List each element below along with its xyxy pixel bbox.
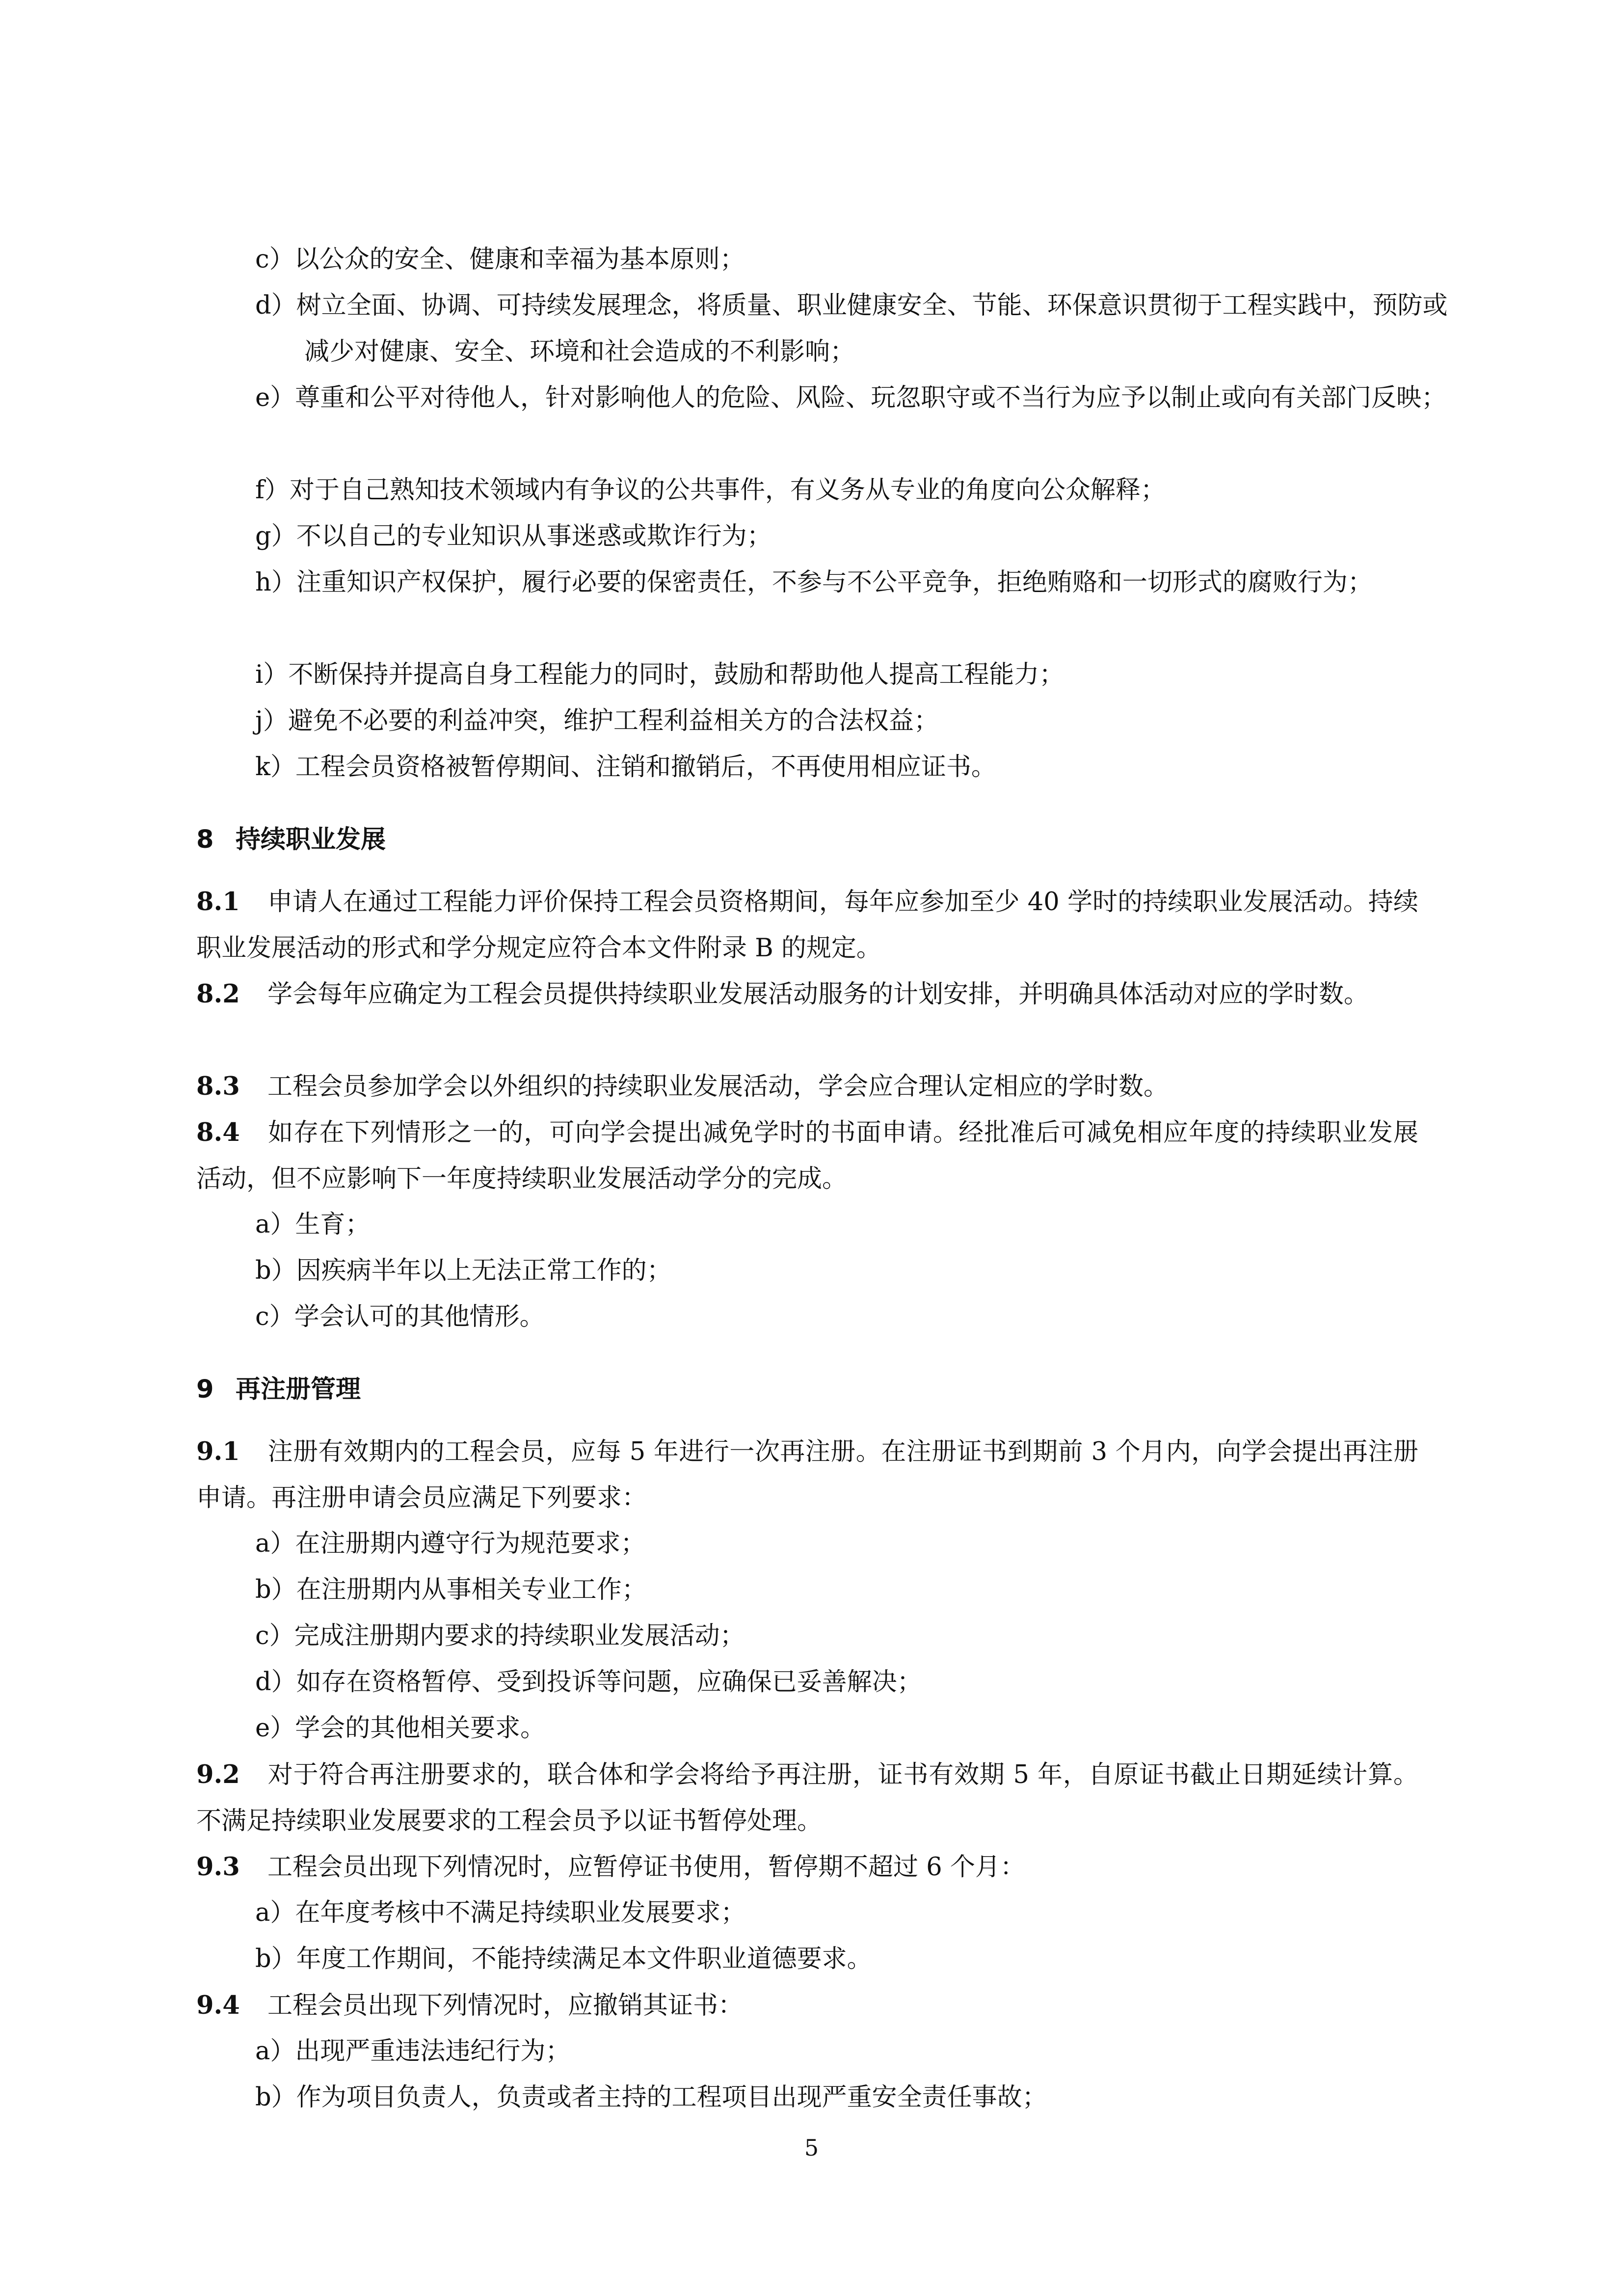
clause-number: 9.4 — [196, 1991, 240, 2020]
section-heading-8 — [196, 817, 386, 863]
list-item: b）年度工作期间，不能持续满足本文件职业道德要求。 — [255, 1945, 872, 1973]
clause-text: 工程会员参加学会以外组织的持续职业发展活动，学会应合理认定相应的学时数。 — [267, 1072, 1169, 1101]
list-item: a）在注册期内遵守行为规范要求； — [255, 1529, 646, 1558]
list-item: a）在年度考核中不满足持续职业发展要求； — [255, 1898, 746, 1927]
clause-number: 8.4 — [196, 1118, 240, 1147]
list-item: g）不以自己的专业知识从事迷惑或欺诈行为； — [255, 522, 772, 551]
clause-text: 如存在下列情形之一的，可向学会提出减免学时的书面申请。经批准后可减免相应年度的持续职业发展活动，但不应影响下一年度持续职业发展活动学分的完成。 — [196, 1118, 1418, 1193]
list-item: c）以公众的安全、健康和幸福为基本原则； — [255, 245, 745, 274]
clause-8-4 — [196, 1109, 1418, 1202]
list-item: b）在注册期内从事相关专业工作； — [255, 1575, 647, 1604]
clause-text: 工程会员出现下列情况时，应暂停证书使用，暂停期不超过 6 个月： — [267, 1853, 1025, 1882]
clause-text: 学会每年应确定为工程会员提供持续职业发展活动服务的计划安排，并明确具体活动对应的学时数。 — [267, 980, 1369, 1009]
clause-8-2 — [196, 971, 1418, 1018]
list-item: a）出现严重违法违纪行为； — [255, 2037, 571, 2066]
clause-number: 9.1 — [196, 1437, 240, 1466]
clause-number: 8.1 — [196, 887, 240, 917]
clause-9-3 — [196, 1844, 1418, 1891]
section-number: 9 — [196, 1375, 214, 1404]
section-number: 8 — [196, 825, 214, 854]
list-item: k）工程会员资格被暂停期间、注销和撤销后，不再使用相应证书。 — [255, 753, 996, 782]
list-item: b）因疾病半年以上无法正常工作的； — [255, 1256, 672, 1285]
clause-text: 对于符合再注册要求的，联合体和学会将给予再注册，证书有效期 5 年，自原证书截止日期延续计算。不满足持续职业发展要求的工程会员予以证书暂停处理。 — [196, 1760, 1418, 1836]
clause-number: 8.3 — [196, 1072, 240, 1101]
clause-text: 申请人在通过工程能力评价保持工程会员资格期间，每年应参加至少 40 学时的持续职业发展活动。持续职业发展活动的形式和学分规定应符合本文件附录 B 的规定。 — [196, 888, 1418, 963]
clause-text: 注册有效期内的工程会员，应每 5 年进行一次再注册。在注册证书到期前 3 个月内，向学会提出再注册申请。再注册申请会员应满足下列要求： — [196, 1437, 1418, 1513]
section-title: 持续职业发展 — [236, 825, 386, 854]
clause-text: 工程会员出现下列情况时，应撤销其证书： — [267, 1991, 744, 2020]
list-item: e）学会的其他相关要求。 — [255, 1714, 546, 1743]
list-item: e）尊重和公平对待他人，针对影响他人的危险、风险、玩忽职守或不当行为应予以制止或向有关部门反映； — [255, 383, 1447, 412]
list-item: c）完成注册期内要求的持续职业发展活动； — [255, 1621, 745, 1650]
list-item: i）不断保持并提高自身工程能力的同时，鼓励和帮助他人提高工程能力； — [255, 660, 1064, 689]
clause-9-1 — [196, 1429, 1418, 1521]
list-item: b）作为项目负责人，负责或者主持的工程项目出现严重安全责任事故； — [255, 2083, 1047, 2112]
clause-number: 9.3 — [196, 1852, 240, 1882]
list-item: h）注重知识产权保护，履行必要的保密责任，不参与不公平竞争，拒绝贿赂和一切形式的腐败行为； — [255, 568, 1373, 597]
clause-8-1 — [196, 879, 1418, 972]
clause-number: 8.2 — [196, 979, 240, 1009]
list-item: d）如存在资格暂停、受到投诉等问题，应确保已妥善解决； — [255, 1668, 922, 1697]
clause-8-3 — [196, 1063, 1418, 1110]
section-title: 再注册管理 — [236, 1375, 361, 1404]
clause-9-4 — [196, 1982, 1418, 2029]
list-item: d）树立全面、协调、可持续发展理念，将质量、职业健康安全、节能、环保意识贯彻于工程实践中，预防或减少对健康、安全、环境和社会造成的不利影响； — [255, 291, 1448, 366]
list-item: j）避免不必要的利益冲突，维护工程利益相关方的合法权益； — [255, 706, 939, 735]
list-item: f）对于自己熟知技术领域内有争议的公共事件，有义务从专业的角度向公众解释； — [255, 476, 1166, 505]
clause-number: 9.2 — [196, 1760, 240, 1789]
list-item: a）生育； — [255, 1210, 371, 1239]
list-item: c）学会认可的其他情形。 — [255, 1302, 545, 1331]
page-number: 5 — [804, 2134, 819, 2161]
clause-9-2 — [196, 1752, 1418, 1844]
section-heading-9 — [196, 1367, 361, 1413]
